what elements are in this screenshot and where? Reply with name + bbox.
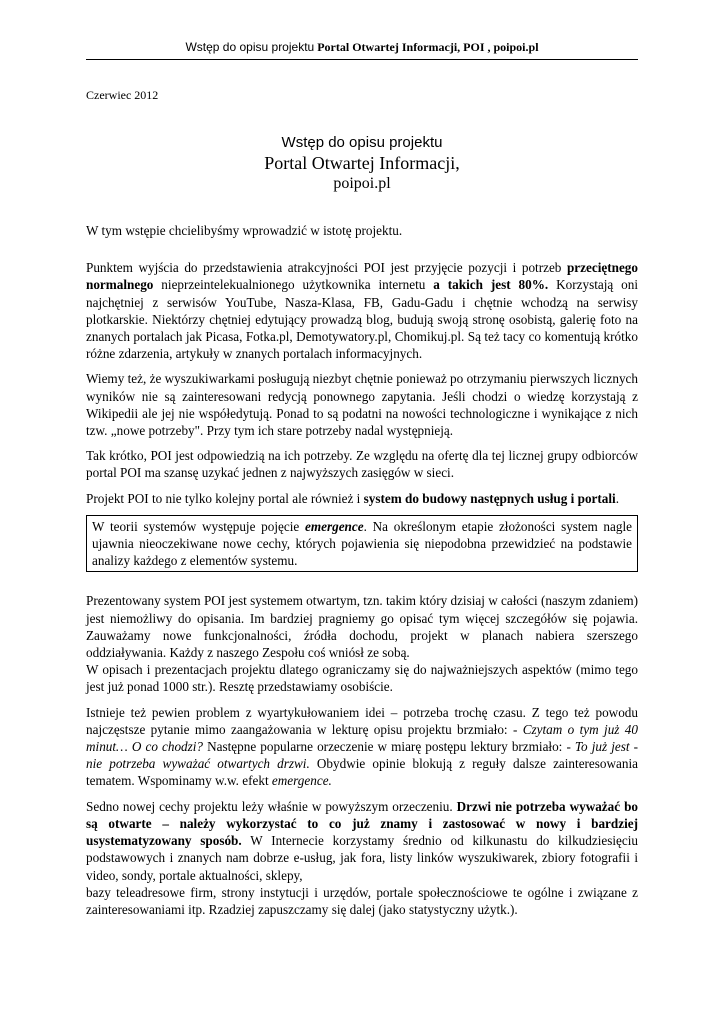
p7-text-2: W Internecie korzystamy średnio od kilkunastu do kilkudziesięciu podstawowych i znanych nam dobrze e-usług, jak fora, listy linków wyszukiwarek, zbiory fotografii i video, sondy, portale aktualności, sklepy,	[86, 833, 638, 883]
p5-text-2: W opisach i prezentacjach projektu dlatego ograniczamy się do najważniejszych aspektów (mimo tego jest już ponad 1000 str.). Resztę przedstawiamy osobiście.	[86, 662, 638, 695]
p7-text-3: bazy teleadresowe firm, strony instytucji i urzędów, portale społecznościowe te ogólne i związane z zainteresowaniami itp. Rzadziej zapuszczamy się dalej (jako statystyczny użytk.).	[86, 884, 638, 917]
paragraph-1	[86, 259, 638, 362]
title-line-1: Wstęp do opisu projektu	[281, 134, 443, 151]
paragraph-6	[86, 704, 638, 790]
p1-bold-1: przeciętnego normalnego	[86, 260, 638, 293]
p6-italic-3: emergence.	[271, 773, 332, 789]
p4-text: Projekt POI to nie tylko kolejny portal ale również i	[86, 490, 364, 506]
document-date: Czerwiec 2012	[86, 88, 159, 102]
document-body	[86, 222, 638, 926]
title-line-2: Portal Otwartej Informacji,	[264, 153, 460, 173]
p6-italic-2: To już jest - nie potrzeba wyważać otwartych drzwi.	[86, 739, 638, 772]
p7-bold: Drzwi nie potrzeba wyważać bo są otwarte – należy wykorzystać to co już znamy i zastosować w nowy i bardziej usystematyzowany sposób.	[86, 798, 638, 849]
p1-text-3: Korzystają oni najchętniej z serwisów YouTube, Nasza-Klasa, FB, Gadu-Gadu i chętnie wchodzą na serwisy plotkarskie. Niektórzy chętniej edytujący prowadzą blog, budują swoją stronę osobistą, galerię foto na znanych portalach jak Picasa, Fotka.pl, Demotywatory.pl, Chomikuj.pl. Są też tacy co komentują krótko różne zdarzenia, artykuły w znanych portalach informacyjnych.	[86, 277, 638, 362]
p6-text-3: Obydwie opinie blokują z reguły dalsze zainteresowania tematem. Wspominamy w.w. efekt	[86, 756, 639, 789]
running-header	[86, 40, 638, 60]
header-prefix: Wstęp do opisu projektu	[185, 40, 315, 54]
paragraph-intro: W tym wstępie chcielibyśmy wprowadzić w istotę projektu.	[86, 223, 403, 238]
title-block	[86, 133, 638, 194]
paragraph-3: Tak krótko, POI jest odpowiedzią na ich potrzeby. Ze względu na ofertę dla tej licznej grupy odbiorców portal POI ma szansę uzykać jednen z najwyższych zasięgów w sieci.	[86, 448, 638, 481]
box-text-2: . Na określonym etapie złożoności system nagle ujawnia nieoczekiwane nowe cechy, których pojawienia się niepodobna przewidzieć na podstawie analizy każdego z elementów systemu.	[92, 518, 632, 569]
box-emphasis: emergence	[305, 518, 364, 534]
p4-period: .	[615, 490, 620, 506]
header-bold-title: Portal Otwartej Informacji, POI , poipoi.pl	[317, 40, 539, 54]
p4-bold: system do budowy następnych usług i portali	[363, 490, 616, 506]
paragraph-5	[86, 592, 638, 695]
p1-text: Punktem wyjścia do przedstawienia atrakcyjności POI jest przyjęcie pozycji i potrzeb	[86, 260, 567, 276]
box-text: W teorii systemów występuje pojęcie	[92, 518, 305, 534]
p1-text-2: nieprzeintelekualnionego użytkownika internetu	[153, 277, 434, 293]
p6-text-2: Następne popularne orzeczenie w miarę postępu lektury brzmiało: -	[203, 739, 575, 755]
p6-italic-1: Czytam o tym już 40 minut… O co chodzi?	[86, 721, 638, 755]
paragraph-4	[86, 490, 638, 507]
p5-text: Prezentowany system POI jest systemem otwartym, tzn. takim który dzisiaj w całości (naszym zdaniem) jest niemożliwy do opisania. Im bardziej pragniemy go opisać tym więcej szczegółów się pojawia. Zauważamy nowe funkcjonalności, źródła dochodu, projekt w planach nabiera szerszego oddziaływania. Każdy z naszego Zespołu coś wniósł ze sobą.	[86, 593, 638, 661]
emergence-box	[86, 515, 638, 573]
paragraph-7	[86, 798, 638, 918]
p7-text: Sedno nowej cechy projektu leży właśnie w powyższym orzeczeniu.	[86, 798, 457, 814]
title-line-3: poipoi.pl	[333, 175, 391, 192]
paragraph-2: Wiemy też, że wyszukiwarkami posługują niezbyt chętnie ponieważ po otrzymaniu pierwszych licznych wyników nie są zainteresowani redycją ponownego zapytania. Jeśli chodzi o wiedzę korzystają z Wikipedii ale jej nie współedytują. Ponad to są podatni na nowości technologiczne i wynikające z nich tzw. „nowe potrzeby". Przy tym ich stare potrzeby nadal występnieją.	[86, 371, 638, 439]
p1-bold-2: a takich jest 80%.	[433, 277, 549, 293]
p6-text: Istnieje też pewien problem z wyartykułowaniem idei – potrzeba trochę czasu. Z tego też powodu najczęstsze pytanie mimo zaangażowania w lekturę opisu projektu brzmiało: -	[86, 704, 638, 737]
